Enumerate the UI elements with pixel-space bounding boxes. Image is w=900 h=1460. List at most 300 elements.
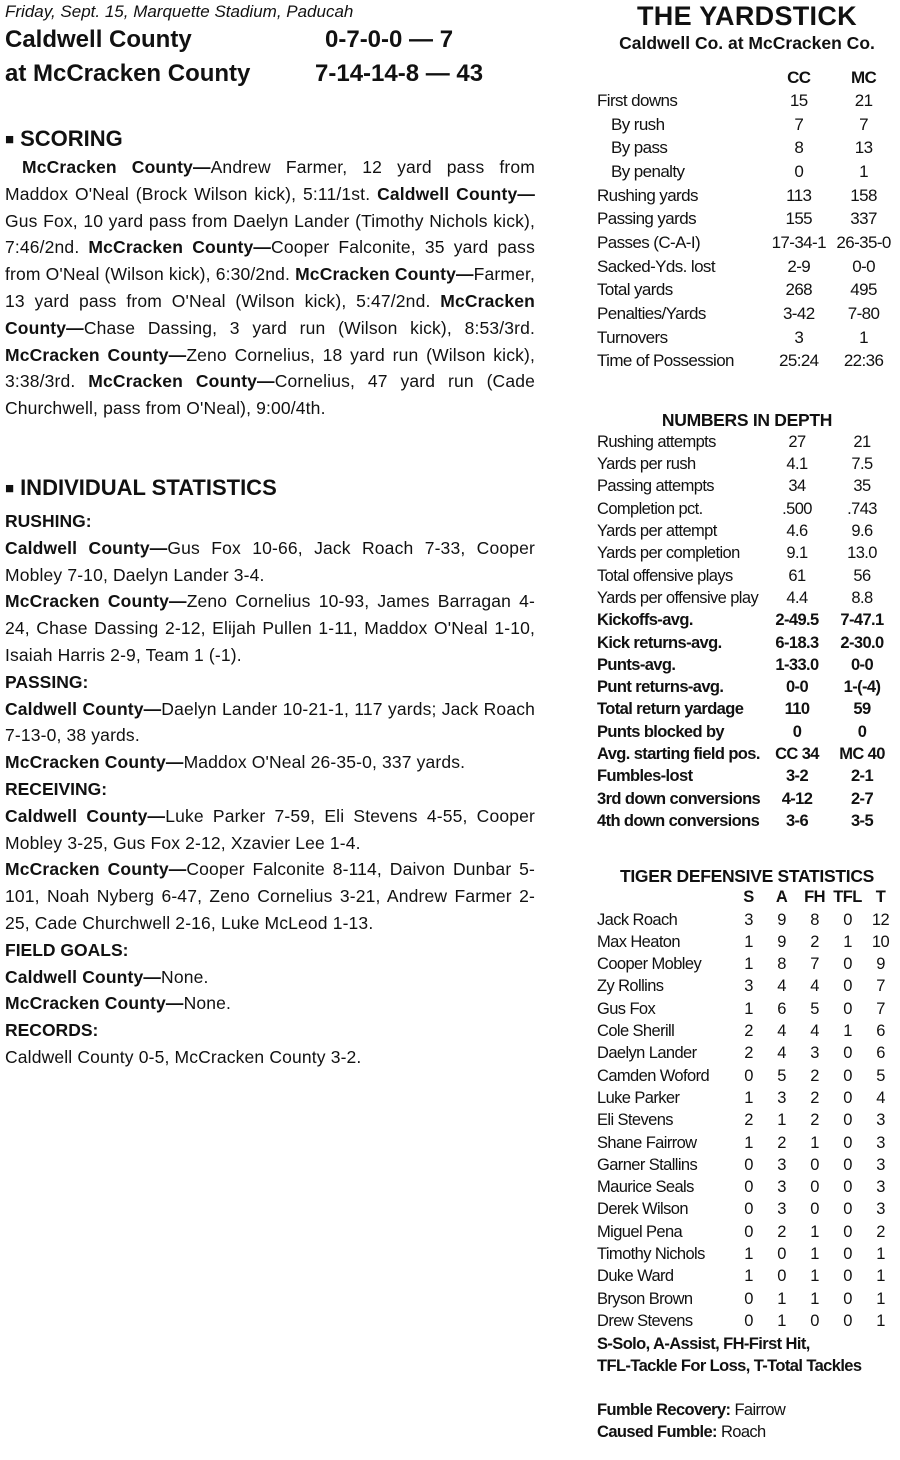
scoreboard-row-home (5, 57, 535, 91)
yardstick-title: THE YARDSTICK (637, 1, 857, 31)
depth-label: Punts-avg. (597, 655, 676, 674)
player-stat-t: 1 (876, 1289, 885, 1308)
player-stat-fh: 1 (810, 1222, 819, 1241)
square-bullet-icon: ■ (5, 131, 15, 148)
defensive-player-row (597, 1043, 897, 1065)
depth-label: 4th down conversions (597, 811, 760, 830)
defensive-player-row (597, 1087, 897, 1109)
scoring-summary (5, 154, 535, 422)
scoring-team: McCracken County— (22, 157, 211, 177)
player-stat-fh: 2 (810, 932, 819, 951)
depth-value-cc: 4.4 (786, 588, 808, 607)
depth-value-mc: 2-1 (850, 767, 874, 786)
player-name: Zy Rollins (597, 977, 664, 996)
field-goals-entry: Caldwell County—None. (5, 966, 209, 987)
depth-row (597, 543, 897, 565)
dateline: Friday, Sept. 15, Marquette Stadium, Paducah (5, 2, 354, 21)
player-stat-t: 6 (876, 1022, 885, 1041)
player-stat-s: 1 (744, 999, 753, 1018)
def-col-header: T (875, 888, 886, 907)
stat-label: Penalties/Yards (597, 304, 706, 324)
player-stat-t: 1 (876, 1311, 885, 1330)
depth-label: Punts blocked by (597, 722, 725, 741)
stat-value-mc: 21 (854, 90, 873, 110)
player-stat-fh: 2 (810, 1111, 819, 1130)
player-stat-s: 0 (744, 1200, 753, 1219)
depth-row (597, 476, 897, 498)
depth-label: Passing attempts (597, 477, 714, 496)
player-name: Gus Fox (597, 999, 656, 1018)
depth-row (597, 788, 897, 810)
player-stat-tfl: 0 (843, 1222, 852, 1241)
yardstick-table (597, 67, 897, 373)
depth-value-mc: 7.5 (851, 455, 873, 474)
depth-row (597, 520, 897, 542)
stat-label: By pass (611, 138, 668, 158)
player-stat-t: 1 (876, 1244, 885, 1263)
depth-value-mc: 8.8 (851, 588, 873, 607)
yardstick-row (597, 136, 897, 160)
depth-label: Yards per attempt (597, 522, 717, 541)
field-goals-entry: McCracken County—None. (5, 993, 232, 1014)
stat-value-mc: 7 (859, 114, 869, 134)
player-name: Max Heaton (597, 932, 680, 951)
depth-value-mc: 2-30.0 (840, 633, 884, 652)
stat-label: Rushing yards (597, 185, 698, 205)
player-stat-s: 0 (744, 1222, 753, 1241)
defensive-player-row (597, 1154, 897, 1176)
player-stat-tfl: 0 (843, 1044, 852, 1063)
defensive-player-row (597, 931, 897, 953)
stat-value-cc: 25:24 (778, 351, 819, 371)
player-name: Luke Parker (597, 1088, 680, 1107)
player-name: Miguel Pena (597, 1222, 683, 1241)
depth-label: Kickoffs-avg. (597, 611, 693, 630)
player-stat-a: 1 (777, 1111, 786, 1130)
player-stat-tfl: 0 (843, 1289, 852, 1308)
player-stat-tfl: 0 (843, 1088, 852, 1107)
depth-label: Kick returns-avg. (597, 633, 722, 652)
caused-fumble: Caused Fumble: Roach (597, 1423, 766, 1442)
scoring-play-text: Farmer, 13 yard pass from O'Neal (Wilson kick), 5:47/2nd. (5, 264, 536, 311)
stat-value-cc: 3-42 (782, 304, 815, 324)
player-stat-t: 7 (876, 999, 885, 1018)
depth-value-cc: 3-2 (785, 767, 809, 786)
stat-label: By penalty (611, 161, 685, 181)
yardstick-row (597, 184, 897, 208)
player-stat-t: 2 (876, 1222, 885, 1241)
home-score-line: 7-14-14-8 — 43 (315, 60, 484, 87)
stat-value-mc: 26-35-0 (836, 232, 891, 252)
stat-label: Passes (C-A-I) (597, 232, 701, 252)
defensive-legend (597, 1333, 897, 1378)
player-name: Eli Stevens (597, 1111, 673, 1130)
depth-value-cc: 27 (788, 432, 806, 451)
def-col-header: S (743, 888, 754, 907)
depth-row (597, 766, 897, 788)
defensive-player-row (597, 909, 897, 931)
player-stat-s: 1 (744, 1267, 753, 1286)
rushing-label: RUSHING: (5, 510, 92, 531)
depth-label: Yards per offensive play (597, 588, 759, 607)
player-stat-fh: 7 (810, 955, 819, 974)
defensive-player-row (597, 1176, 897, 1198)
depth-value-mc: MC 40 (839, 745, 885, 764)
scoring-play-text: Cooper Falconite, 35 yard pass from O'Neal (Wilson kick), 6:30/2nd. (5, 237, 535, 285)
player-stat-t: 12 (871, 910, 890, 929)
player-stat-a: 9 (777, 932, 786, 951)
depth-value-cc: 4.6 (786, 522, 808, 541)
player-name: Timothy Nichols (597, 1244, 705, 1263)
passing-label: PASSING: (5, 671, 89, 692)
yardstick-row (597, 207, 897, 231)
defensive-player-row (597, 1310, 897, 1332)
player-stat-a: 1 (777, 1289, 786, 1308)
stat-value-mc: 495 (850, 280, 877, 300)
depth-value-cc: 6-18.3 (775, 633, 819, 652)
player-stat-a: 3 (777, 1088, 786, 1107)
defensive-player-row (597, 1288, 897, 1310)
depth-value-mc: 21 (853, 432, 871, 451)
game-story-column (5, 0, 535, 1071)
depth-label: Completion pct. (597, 499, 703, 518)
square-bullet-icon: ■ (5, 479, 15, 497)
depth-value-mc: 59 (853, 700, 871, 719)
player-stat-s: 0 (744, 1289, 753, 1308)
player-stat-s: 2 (744, 1022, 753, 1041)
player-name: Bryson Brown (597, 1289, 693, 1308)
scoring-team: McCracken County— (295, 264, 474, 285)
depth-value-mc: 56 (853, 566, 871, 585)
yardstick-row (597, 255, 897, 279)
depth-value-cc: 4.1 (786, 455, 808, 474)
depth-label: Total offensive plays (597, 566, 733, 585)
defensive-player-row (597, 953, 897, 975)
player-stat-tfl: 0 (843, 999, 852, 1018)
fumble-recovery: Fumble Recovery: Fairrow (597, 1401, 786, 1420)
player-name: Camden Woford (597, 1066, 710, 1085)
receiving-entry: McCracken County—Cooper Falconite 8-114, Daivon Dunbar 5-101, Noah Nyberg 6-47, Zeno Cornelius 3-21, Andrew Farmer 2-25, Cade Churchwell 2-16, Luke McLeod 1-13. (5, 859, 535, 933)
defensive-stats-table (597, 887, 897, 1333)
col-header-mc: MC (850, 68, 877, 87)
depth-label: Yards per completion (597, 544, 740, 563)
field-goals-label: FIELD GOALS: (5, 939, 129, 960)
player-stat-t: 4 (876, 1088, 885, 1107)
numbers-in-depth-heading: NUMBERS IN DEPTH (661, 410, 833, 431)
player-stat-s: 0 (744, 1155, 753, 1174)
defensive-stats-heading: TIGER DEFENSIVE STATISTICS (619, 865, 875, 886)
yardstick-row (597, 326, 897, 350)
scoring-heading: ■ SCORING (5, 126, 123, 151)
scoring-play-text: Zeno Cornelius, 18 yard run (Wilson kick), 3:38/3rd. (5, 344, 536, 392)
player-stat-a: 6 (777, 999, 786, 1018)
depth-value-mc: 0-0 (850, 655, 874, 674)
yardstick-row (597, 302, 897, 326)
player-name: Jack Roach (597, 910, 678, 929)
fumble-notes (597, 1399, 897, 1444)
stat-label: Turnovers (597, 327, 668, 347)
depth-value-mc: 0 (857, 722, 867, 741)
scoring-play-text: Cornelius, 47 yard run (Cade Churchwell, pass from O'Neal), 9:00/4th. (5, 371, 535, 419)
stat-value-cc: 268 (785, 280, 813, 300)
player-stat-tfl: 0 (843, 1311, 852, 1330)
depth-label: Fumbles-lost (597, 767, 693, 786)
player-stat-fh: 1 (810, 1133, 819, 1152)
player-stat-a: 2 (777, 1222, 786, 1241)
depth-value-cc: 1-33.0 (775, 655, 819, 674)
yardstick-header-row (597, 67, 897, 89)
depth-value-cc: 4-12 (781, 789, 813, 808)
player-name: Shane Fairrow (597, 1133, 697, 1152)
depth-row (597, 632, 897, 654)
player-stat-tfl: 1 (843, 932, 852, 951)
stat-value-mc: 337 (850, 209, 877, 229)
player-stat-fh: 5 (810, 999, 819, 1018)
depth-row (597, 498, 897, 520)
depth-row (597, 610, 897, 632)
scoring-team: McCracken County— (88, 237, 272, 258)
records-text: Caldwell County 0-5, McCracken County 3-2. (5, 1046, 362, 1067)
player-stat-s: 3 (744, 910, 753, 929)
player-stat-a: 1 (777, 1311, 786, 1330)
scoring-team: McCracken County— (5, 344, 187, 365)
player-stat-t: 1 (876, 1267, 885, 1286)
player-stat-t: 3 (876, 1111, 885, 1130)
player-stat-tfl: 0 (843, 1200, 852, 1219)
player-stat-s: 1 (744, 1244, 753, 1263)
player-stat-a: 4 (777, 977, 786, 996)
player-stat-tfl: 0 (843, 1155, 852, 1174)
scoring-play-text: Gus Fox, 10 yard pass from Daelyn Lander (Timothy Nichols kick), 7:46/2nd. (5, 210, 535, 258)
depth-label: Rushing attempts (597, 432, 716, 451)
stat-value-mc: 158 (850, 185, 877, 205)
yardstick-row (597, 160, 897, 184)
player-stat-s: 1 (744, 932, 753, 951)
depth-label: 3rd down conversions (597, 789, 761, 808)
player-stat-fh: 4 (810, 1022, 819, 1041)
player-stat-s: 0 (744, 1178, 753, 1197)
yardstick-subtitle: Caldwell Co. at McCracken Co. (619, 33, 875, 53)
player-stat-t: 7 (876, 977, 885, 996)
defensive-player-row (597, 998, 897, 1020)
receiving-entry: Caldwell County—Luke Parker 7-59, Eli Stevens 4-55, Cooper Mobley 3-25, Gus Fox 2-12, Xzavier Lee 1-4. (5, 805, 535, 853)
player-stat-s: 0 (744, 1311, 753, 1330)
depth-value-cc: .500 (782, 499, 812, 518)
player-name: Drew Stevens (597, 1311, 693, 1330)
player-stat-tfl: 0 (843, 1066, 852, 1085)
defensive-player-row (597, 1020, 897, 1042)
stat-value-cc: 8 (794, 138, 804, 158)
player-stat-a: 4 (777, 1022, 786, 1041)
records-label: RECORDS: (5, 1020, 99, 1041)
player-stat-s: 2 (744, 1111, 753, 1130)
player-stat-a: 5 (777, 1066, 786, 1085)
depth-label: Avg. starting field pos. (597, 745, 760, 764)
scoreboard (5, 23, 535, 91)
stat-label: By rush (611, 114, 665, 134)
depth-value-cc: 9.1 (786, 544, 808, 563)
depth-value-cc: 3-6 (785, 811, 809, 830)
defensive-player-row (597, 1110, 897, 1132)
scoring-team: McCracken County— (88, 371, 275, 392)
depth-row (597, 454, 897, 476)
player-stat-s: 3 (744, 977, 753, 996)
player-stat-tfl: 0 (843, 1267, 852, 1286)
scoring-team: McCracken County— (5, 290, 536, 338)
player-stat-t: 3 (876, 1200, 885, 1219)
player-stat-a: 3 (777, 1200, 786, 1219)
player-stat-fh: 1 (810, 1244, 819, 1263)
player-name: Daelyn Lander (597, 1044, 697, 1063)
depth-row (597, 431, 897, 453)
def-col-header: FH (804, 888, 825, 907)
player-name: Maurice Seals (597, 1178, 694, 1197)
player-stat-t: 3 (876, 1155, 885, 1174)
player-stat-t: 10 (871, 932, 890, 951)
stat-value-cc: 15 (789, 90, 808, 110)
def-col-header: A (775, 888, 788, 907)
player-stat-fh: 3 (810, 1044, 819, 1063)
player-stat-a: 3 (777, 1178, 786, 1197)
depth-label: Yards per rush (597, 455, 696, 474)
player-name: Derek Wilson (597, 1200, 688, 1219)
player-name: Duke Ward (597, 1267, 674, 1286)
stat-value-mc: 1 (859, 161, 869, 181)
stat-value-cc: 2-9 (787, 256, 811, 276)
depth-value-cc: 34 (788, 477, 806, 496)
legend-line: S-Solo, A-Assist, FH-First Hit, (597, 1334, 810, 1353)
player-name: Cole Sherill (597, 1022, 675, 1041)
player-name: Garner Stallins (597, 1155, 698, 1174)
depth-value-mc: 9.6 (851, 522, 873, 541)
defensive-player-row (597, 1221, 897, 1243)
player-stat-a: 4 (777, 1044, 786, 1063)
passing-entry: McCracken County—Maddox O'Neal 26-35-0, 337 yards. (5, 752, 466, 773)
player-stat-tfl: 0 (843, 1133, 852, 1152)
player-stat-a: 2 (777, 1133, 786, 1152)
defensive-player-row (597, 1266, 897, 1288)
rushing-entry: McCracken County—Zeno Cornelius 10-93, James Barragan 4-24, Chase Dassing 2-12, Elijah Pullen 1-11, Maddox O'Neal 1-10, Isaiah Harris 2-9, Team 1 (-1). (5, 591, 535, 665)
stat-value-mc: 13 (854, 138, 873, 158)
player-stat-a: 8 (777, 955, 786, 974)
passing-entry: Caldwell County—Daelyn Lander 10-21-1, 117 yards; Jack Roach 7-13-0, 38 yards. (5, 698, 535, 746)
depth-value-mc: 1-(-4) (843, 678, 881, 697)
def-col-header: TFL (833, 888, 862, 907)
depth-row (597, 699, 897, 721)
stat-label: Time of Possession (597, 351, 734, 371)
yardstick-row (597, 231, 897, 255)
player-stat-tfl: 0 (843, 977, 852, 996)
stat-value-cc: 3 (794, 327, 804, 347)
legend-line: TFL-Tackle For Loss, T-Total Tackles (597, 1356, 862, 1375)
player-name: Cooper Mobley (597, 955, 702, 974)
stat-label: Passing yards (597, 209, 696, 229)
stat-value-cc: 0 (794, 161, 804, 181)
player-stat-a: 0 (777, 1267, 786, 1286)
home-team: at McCracken County (5, 60, 251, 87)
rushing-entry: Caldwell County—Gus Fox 10-66, Jack Roach 7-33, Cooper Mobley 7-10, Daelyn Lander 3-4. (5, 537, 535, 585)
player-stat-tfl: 1 (843, 1022, 852, 1041)
depth-value-cc: 0-0 (785, 678, 809, 697)
player-stat-tfl: 0 (843, 1178, 852, 1197)
visitor-score-line: 0-7-0-0 — 7 (325, 26, 454, 53)
player-stat-t: 3 (876, 1178, 885, 1197)
player-stat-tfl: 0 (843, 955, 852, 974)
stat-value-cc: 113 (786, 185, 812, 205)
stat-value-mc: 0-0 (852, 256, 875, 276)
stats-sidebar (597, 0, 897, 1444)
player-stat-tfl: 0 (843, 910, 852, 929)
depth-value-cc: CC 34 (775, 745, 819, 764)
depth-label: Punt returns-avg. (597, 678, 724, 697)
player-stat-s: 1 (744, 955, 753, 974)
player-stat-t: 5 (876, 1066, 885, 1085)
player-stat-t: 9 (876, 955, 885, 974)
scoring-team: Caldwell County— (377, 183, 535, 204)
yardstick-row (597, 89, 897, 113)
depth-value-cc: 0 (792, 722, 802, 741)
player-stat-s: 1 (744, 1088, 753, 1107)
individual-stats-heading: ■ INDIVIDUAL STATISTICS (5, 474, 277, 500)
player-stat-a: 0 (777, 1244, 786, 1263)
depth-row (597, 810, 897, 832)
col-header-cc: CC (787, 68, 811, 87)
depth-value-mc: .743 (847, 499, 877, 518)
receiving-label: RECEIVING: (5, 778, 108, 799)
player-stat-s: 0 (744, 1066, 753, 1085)
numbers-in-depth-table (597, 431, 897, 832)
depth-value-mc: 2-7 (850, 789, 874, 808)
player-stat-fh: 0 (810, 1200, 819, 1219)
player-stat-fh: 2 (810, 1066, 819, 1085)
depth-value-mc: 35 (853, 477, 871, 496)
defensive-player-row (597, 1243, 897, 1265)
depth-row (597, 721, 897, 743)
depth-row (597, 677, 897, 699)
stat-label: Sacked-Yds. lost (597, 256, 715, 276)
stat-value-mc: 7-80 (847, 304, 880, 324)
depth-value-mc: 3-5 (850, 811, 874, 830)
stat-value-mc: 22:36 (843, 351, 884, 371)
stat-value-cc: 7 (794, 114, 804, 134)
player-stat-fh: 1 (810, 1267, 819, 1286)
depth-row (597, 654, 897, 676)
player-stat-tfl: 0 (843, 1111, 852, 1130)
depth-row (597, 565, 897, 587)
player-stat-a: 9 (777, 910, 786, 929)
player-stat-s: 2 (744, 1044, 753, 1063)
scoring-play-text: Chase Dassing, 3 yard run (Wilson kick), 8:53/3rd. (83, 317, 535, 338)
depth-value-mc: 13.0 (847, 544, 877, 563)
stat-value-mc: 1 (859, 327, 869, 347)
defensive-header-row (597, 887, 897, 909)
individual-stats (5, 508, 535, 1071)
defensive-player-row (597, 1065, 897, 1087)
player-stat-tfl: 0 (843, 1244, 852, 1263)
player-stat-t: 6 (876, 1044, 885, 1063)
player-stat-a: 3 (777, 1155, 786, 1174)
stat-label: Total yards (597, 280, 673, 300)
player-stat-fh: 4 (810, 977, 819, 996)
player-stat-fh: 8 (810, 910, 819, 929)
defensive-player-row (597, 1199, 897, 1221)
depth-value-mc: 7-47.1 (840, 611, 884, 630)
depth-value-cc: 2-49.5 (775, 611, 819, 630)
player-stat-fh: 2 (810, 1088, 819, 1107)
depth-label: Total return yardage (597, 700, 744, 719)
yardstick-row (597, 350, 897, 374)
depth-row (597, 743, 897, 765)
